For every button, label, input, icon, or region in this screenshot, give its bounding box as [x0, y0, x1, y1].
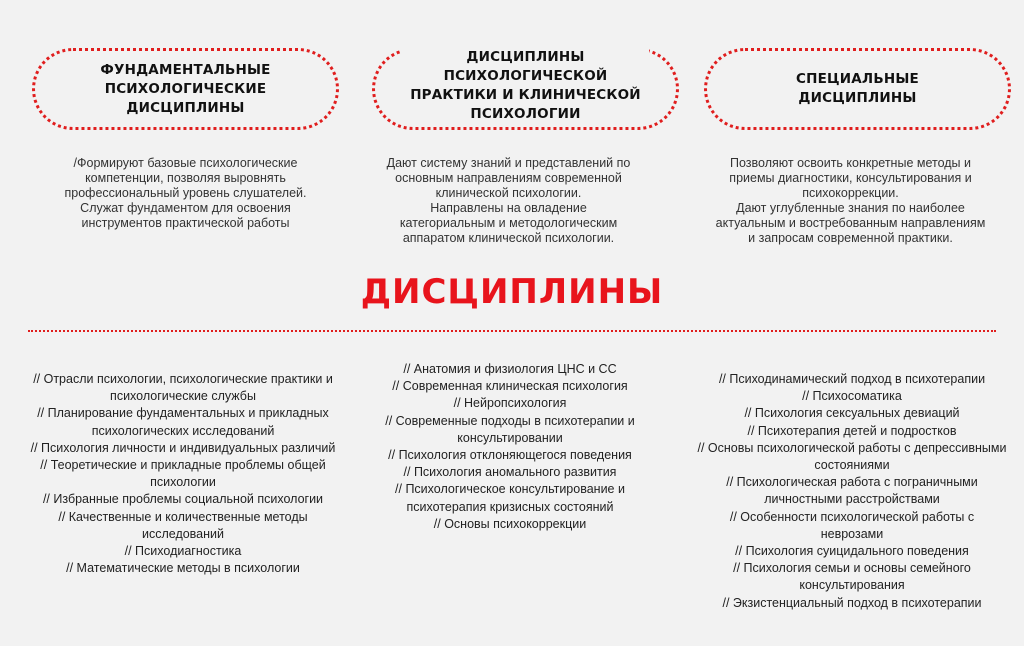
- clinical-practice-disciplines-title: ДИСЦИПЛИНЫ ПСИХОЛОГИЧЕСКОЙ ПРАКТИКИ И КЛИНИЧЕСКОЙ ПСИХОЛОГИИ: [402, 48, 649, 124]
- list-item: // Психотерапия детей и подростков: [747, 423, 957, 438]
- list-item: // Психосоматика: [802, 389, 902, 404]
- list-item: // Психология аномального развития: [403, 465, 617, 480]
- list-item: // Качественные и количественные методы исследований: [58, 509, 308, 541]
- disciplines-heading: ДИСЦИПЛИНЫ: [360, 272, 664, 312]
- list-item: // Психология семьи и основы семейного консультирования: [733, 561, 971, 593]
- list-item: // Избранные проблемы социальной психологии: [42, 492, 324, 507]
- list-item: // Особенности психологической работы с неврозами: [729, 509, 975, 541]
- list-item: // Психологическое консультирование и психотерапия кризисных состояний: [395, 482, 625, 514]
- special-disciplines-title: СПЕЦИАЛЬНЫЕ ДИСЦИПЛИНЫ: [796, 71, 919, 106]
- clinical-practice-disciplines-card: [372, 48, 679, 130]
- list-item: // Нейропсихология: [453, 396, 567, 411]
- fundamental-disciplines-list: [28, 371, 338, 577]
- list-item: // Психология отклоняющегося поведения: [388, 448, 632, 463]
- dotted-divider: [28, 330, 996, 332]
- list-item: // Психология суицидального поведения: [735, 544, 969, 559]
- special-disciplines-list: [697, 371, 1007, 612]
- list-item: // Теоретические и прикладные проблемы общей психологии: [40, 458, 326, 490]
- list-item: // Анатомия и физиология ЦНС и СС: [403, 362, 617, 376]
- list-item: // Психологическая работа с пограничными личностными расстройствами: [726, 475, 978, 507]
- list-item: // Психодинамический подход в психотерапии: [718, 372, 986, 386]
- list-item: // Основы психологической работы с депрессивными состояниями: [697, 440, 1007, 473]
- fundamental-disciplines-description: /Формируют базовые психологические компетенции, позволяя выровнять профессиональный уровень слушателей. Служат фундаментом для освоения инструментов практической работы: [64, 156, 307, 230]
- list-item: // Основы психокоррекции: [433, 516, 587, 531]
- special-disciplines-description: Позволяют освоить конкретные методы и приемы диагностики, консультирования и психокоррекции. Дают углубленные знания по наиболее актуальным и востребованным направлениям и запросам современной практики.: [715, 156, 986, 245]
- clinical-practice-disciplines-list: [355, 361, 665, 533]
- list-item: // Современные подходы в психотерапии и консультировании: [385, 413, 635, 445]
- fundamental-disciplines-card: [32, 48, 339, 130]
- list-item: // Современная клиническая психология: [392, 379, 628, 394]
- list-item: // Психодиагностика: [124, 544, 242, 559]
- special-disciplines-card: [704, 48, 1011, 130]
- list-item: // Отрасли психологии, психологические практики и психологические службы: [33, 372, 333, 404]
- clinical-practice-disciplines-description: Дают систему знаний и представлений по основным направлениям современной клинической психологии. Направлены на овладение категориальным и методологическим аппаратом клинической психологии.: [386, 156, 631, 245]
- list-item: // Математические методы в психологии: [66, 561, 300, 576]
- list-item: // Психология сексуальных девиаций: [744, 406, 960, 421]
- fundamental-disciplines-title: ФУНДАМЕНТАЛЬНЫЕ ПСИХОЛОГИЧЕСКИЕ ДИСЦИПЛИНЫ: [100, 61, 271, 116]
- list-item: // Психология личности и индивидуальных различий: [30, 440, 336, 455]
- list-item: // Планирование фундаментальных и прикладных психологических исследований: [37, 406, 329, 438]
- list-item: // Экзистенциальный подход в психотерапии: [722, 595, 982, 610]
